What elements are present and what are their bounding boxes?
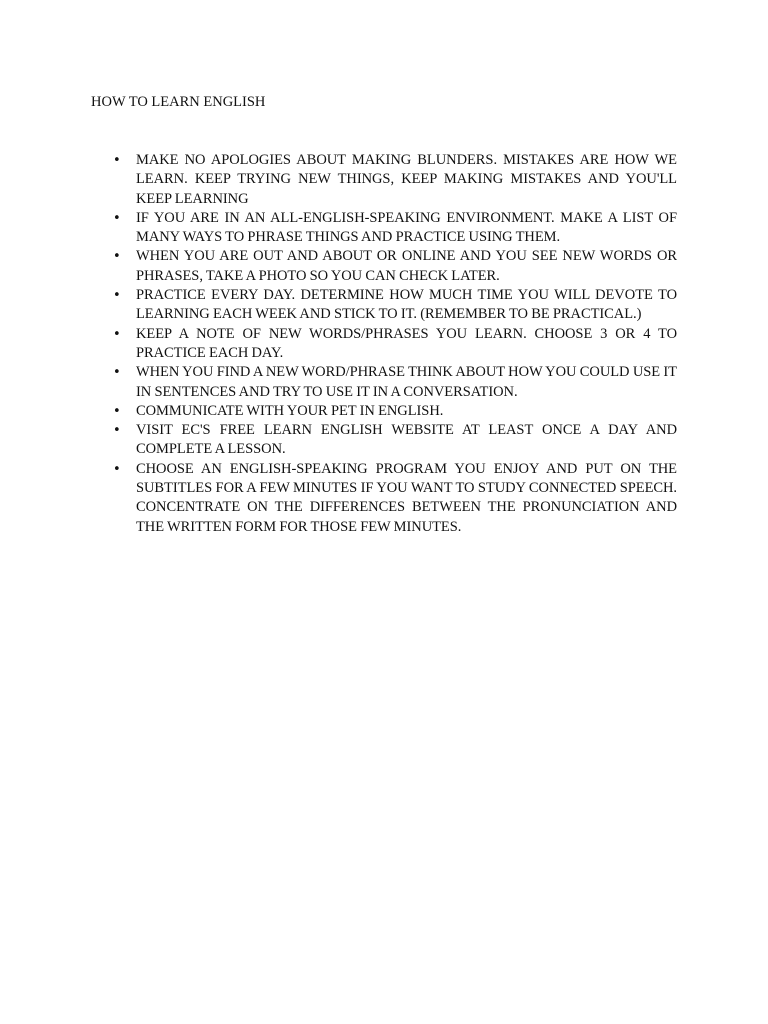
document-title: HOW TO LEARN ENGLISH — [91, 94, 266, 110]
list-item-text: CHOOSE AN ENGLISH-SPEAKING PROGRAM YOU ENJOY AND PUT ON THE SUBTITLES FOR A FEW MINUTES IF YOU WANT TO STUDY CONNECTED SPEECH. CONCENTRATE ON THE DIFFERENCES BETWEEN THE PRONUNCIATION AND THE WRITTEN FORM FOR THOSE FEW MINUTES. — [136, 460, 677, 535]
list-item — [113, 421, 677, 460]
bullet-icon: • — [113, 210, 121, 226]
list-item — [113, 286, 677, 325]
list-item-text: WHEN YOU FIND A NEW WORD/PHRASE THINK ABOUT HOW YOU COULD USE IT IN SENTENCES AND TRY TO USE IT IN A CONVERSATION. — [136, 364, 677, 400]
list-item — [113, 151, 677, 209]
list-item-text: PRACTICE EVERY DAY. DETERMINE HOW MUCH TIME YOU WILL DEVOTE TO LEARNING EACH WEEK AND STICK TO IT. (REMEMBER TO BE PRACTICAL.) — [136, 287, 677, 323]
bullet-icon: • — [113, 461, 121, 477]
tips-list — [113, 151, 677, 537]
list-item-text: IF YOU ARE IN AN ALL-ENGLISH-SPEAKING ENVIRONMENT. MAKE A LIST OF MANY WAYS TO PHRASE THINGS AND PRACTICE USING THEM. — [136, 209, 677, 246]
list-item-text: COMMUNICATE WITH YOUR PET IN ENGLISH. — [136, 402, 444, 419]
list-item — [113, 209, 677, 248]
bullet-icon: • — [113, 288, 121, 304]
list-item-text: MAKE NO APOLOGIES ABOUT MAKING BLUNDERS. MISTAKES ARE HOW WE LEARN. KEEP TRYING NEW THINGS, KEEP MAKING MISTAKES AND YOU'LL KEEP LEARNING — [136, 152, 677, 207]
list-item — [113, 460, 677, 537]
list-item — [113, 363, 677, 402]
bullet-icon: • — [113, 365, 121, 381]
bullet-icon: • — [113, 326, 121, 342]
bullet-icon: • — [113, 153, 121, 168]
list-item — [113, 325, 677, 364]
bullet-icon: • — [113, 249, 121, 265]
list-item-text: KEEP A NOTE OF NEW WORDS/PHRASES YOU LEARN. CHOOSE 3 OR 4 TO PRACTICE EACH DAY. — [136, 325, 677, 361]
list-item — [113, 402, 677, 421]
list-item — [113, 247, 677, 286]
list-item-text: VISIT EC'S FREE LEARN ENGLISH WEBSITE AT LEAST ONCE A DAY AND COMPLETE A LESSON. — [136, 422, 677, 458]
bullet-icon: • — [113, 423, 121, 439]
list-item-text: WHEN YOU ARE OUT AND ABOUT OR ONLINE AND YOU SEE NEW WORDS OR PHRASES, TAKE A PHOTO SO YOU CAN CHECK LATER. — [136, 248, 677, 284]
bullet-icon: • — [113, 403, 121, 419]
